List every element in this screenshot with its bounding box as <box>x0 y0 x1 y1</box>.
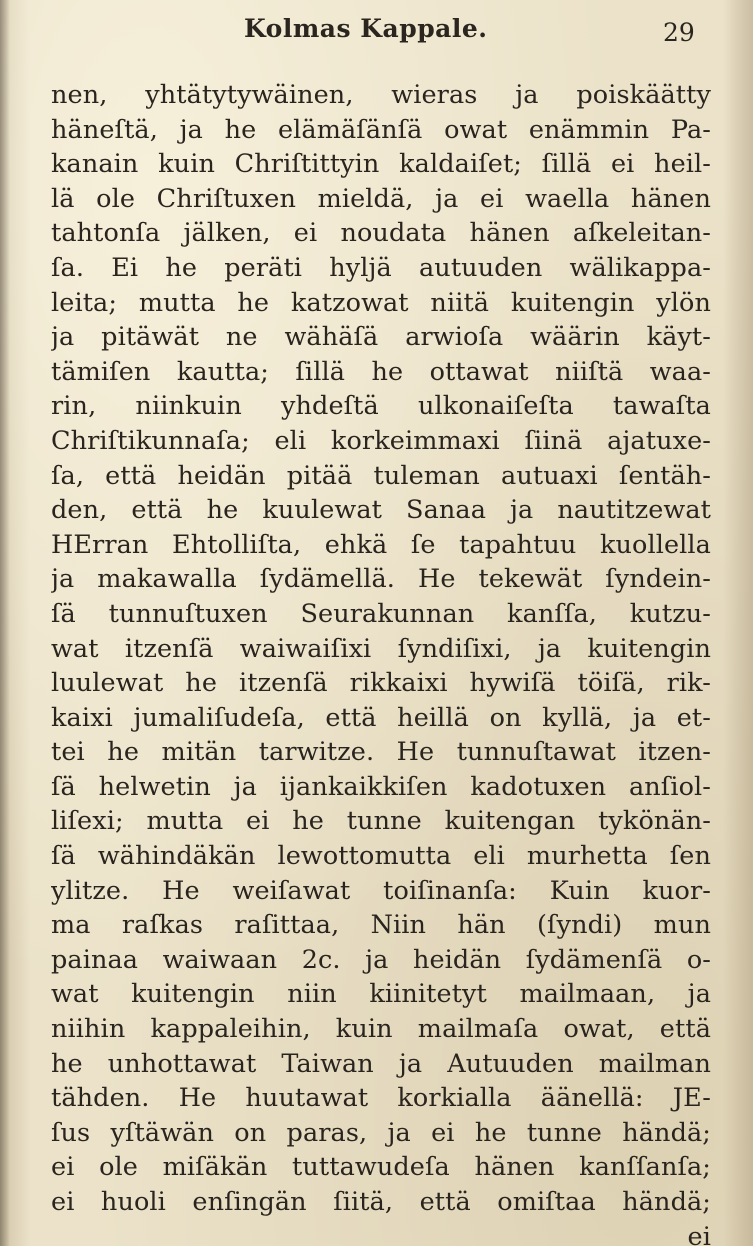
text-line: ſus yſtäwän on paras, ja ei he tunne händä; <box>51 1117 711 1148</box>
text-line: ja makawalla ſydämellä. He tekewät ſyndein- <box>51 564 711 595</box>
page-number: 29 <box>663 18 695 47</box>
text-line: tahtonſa jälken, ei noudata hänen aſkeleitan- <box>51 218 711 249</box>
text-line: HErran Ehtolliſta, ehkä ſe tapahtuu kuollella <box>51 529 711 560</box>
text-line: ja pitäwät ne wähäſä arwioſa wäärin käyt- <box>51 322 711 353</box>
text-line: rin, niinkuin yhdeſtä ulkonaiſeſta tawaſta <box>51 391 711 422</box>
text-line: he unhottawat Taiwan ja Autuuden mailman <box>51 1048 711 1079</box>
text-line: ſä tunnuſtuxen Seurakunnan kanſſa, kutzu- <box>51 598 711 629</box>
page-header <box>0 14 753 54</box>
text-line: nen, yhtätytywäinen, wieras ja poiskäätty <box>51 80 711 110</box>
catchword: ei <box>687 1221 711 1246</box>
text-line: ma raſkas raſittaa, Niin hän (ſyndi) mun <box>51 910 711 941</box>
text-line: ei ole miſäkän tuttawudeſa hänen kanſſanſa; <box>51 1152 711 1183</box>
text-line: lä ole Chriſtuxen mieldä, ja ei waella hänen <box>51 183 711 214</box>
text-line: ſä wähindäkän lewottomutta eli murhetta ſen <box>51 841 711 872</box>
text-line: ei huoli enſingän ſiitä, että omiſtaa händä; <box>51 1187 711 1217</box>
body-text <box>51 78 711 1246</box>
text-line: Chriſtikunnaſa; eli korkeimmaxi ſiinä ajatuxe- <box>51 425 711 456</box>
text-line: kanain kuin Chriſtittyin kaldaiſet; ſillä ei heil- <box>51 149 711 180</box>
text-line: ylitze. He weiſawat toiſinanſa: Kuin kuor- <box>51 875 711 906</box>
binding-shadow <box>0 0 10 1246</box>
text-line: wat kuitengin niin kiinitetyt mailmaan, ja <box>51 979 711 1010</box>
text-line: painaa waiwaan 2c. ja heidän ſydämenſä o- <box>51 944 711 975</box>
text-line: kaixi jumaliſudeſa, että heillä on kyllä, ja et- <box>51 702 711 733</box>
text-line: luulewat he itzenſä rikkaixi hywiſä töiſä, rik- <box>51 668 711 699</box>
text-line: liſexi; mutta ei he tunne kuitengan tykönän- <box>51 806 711 837</box>
text-line: den, että he kuulewat Sanaa ja nautitzewat <box>51 495 711 526</box>
running-head: Kolmas Kappale. <box>244 14 488 43</box>
text-line: ſa. Ei he peräti hyljä autuuden wälikappa- <box>51 252 711 283</box>
text-line: ſa, että heidän pitää tuleman autuaxi ſentäh- <box>51 460 711 491</box>
text-line: niihin kappaleihin, kuin mailmaſa owat, että <box>51 1014 711 1045</box>
text-line: tämiſen kautta; ſillä he ottawat niiſtä waa- <box>51 356 711 387</box>
text-line: tei he mitän tarwitze. He tunnuſtawat itzen- <box>51 737 711 768</box>
text-line: tähden. He huutawat korkialla äänellä: JE- <box>51 1083 711 1114</box>
text-line: wat itzenſä waiwaiſixi ſyndiſixi, ja kuitengin <box>51 633 711 664</box>
text-line: leita; mutta he katzowat niitä kuitengin ylön <box>51 287 711 318</box>
text-line: häneſtä, ja he elämäſänſä owat enämmin Pa- <box>51 114 711 145</box>
text-line: ſä helwetin ja ijankaikkiſen kadotuxen anſiol- <box>51 771 711 802</box>
